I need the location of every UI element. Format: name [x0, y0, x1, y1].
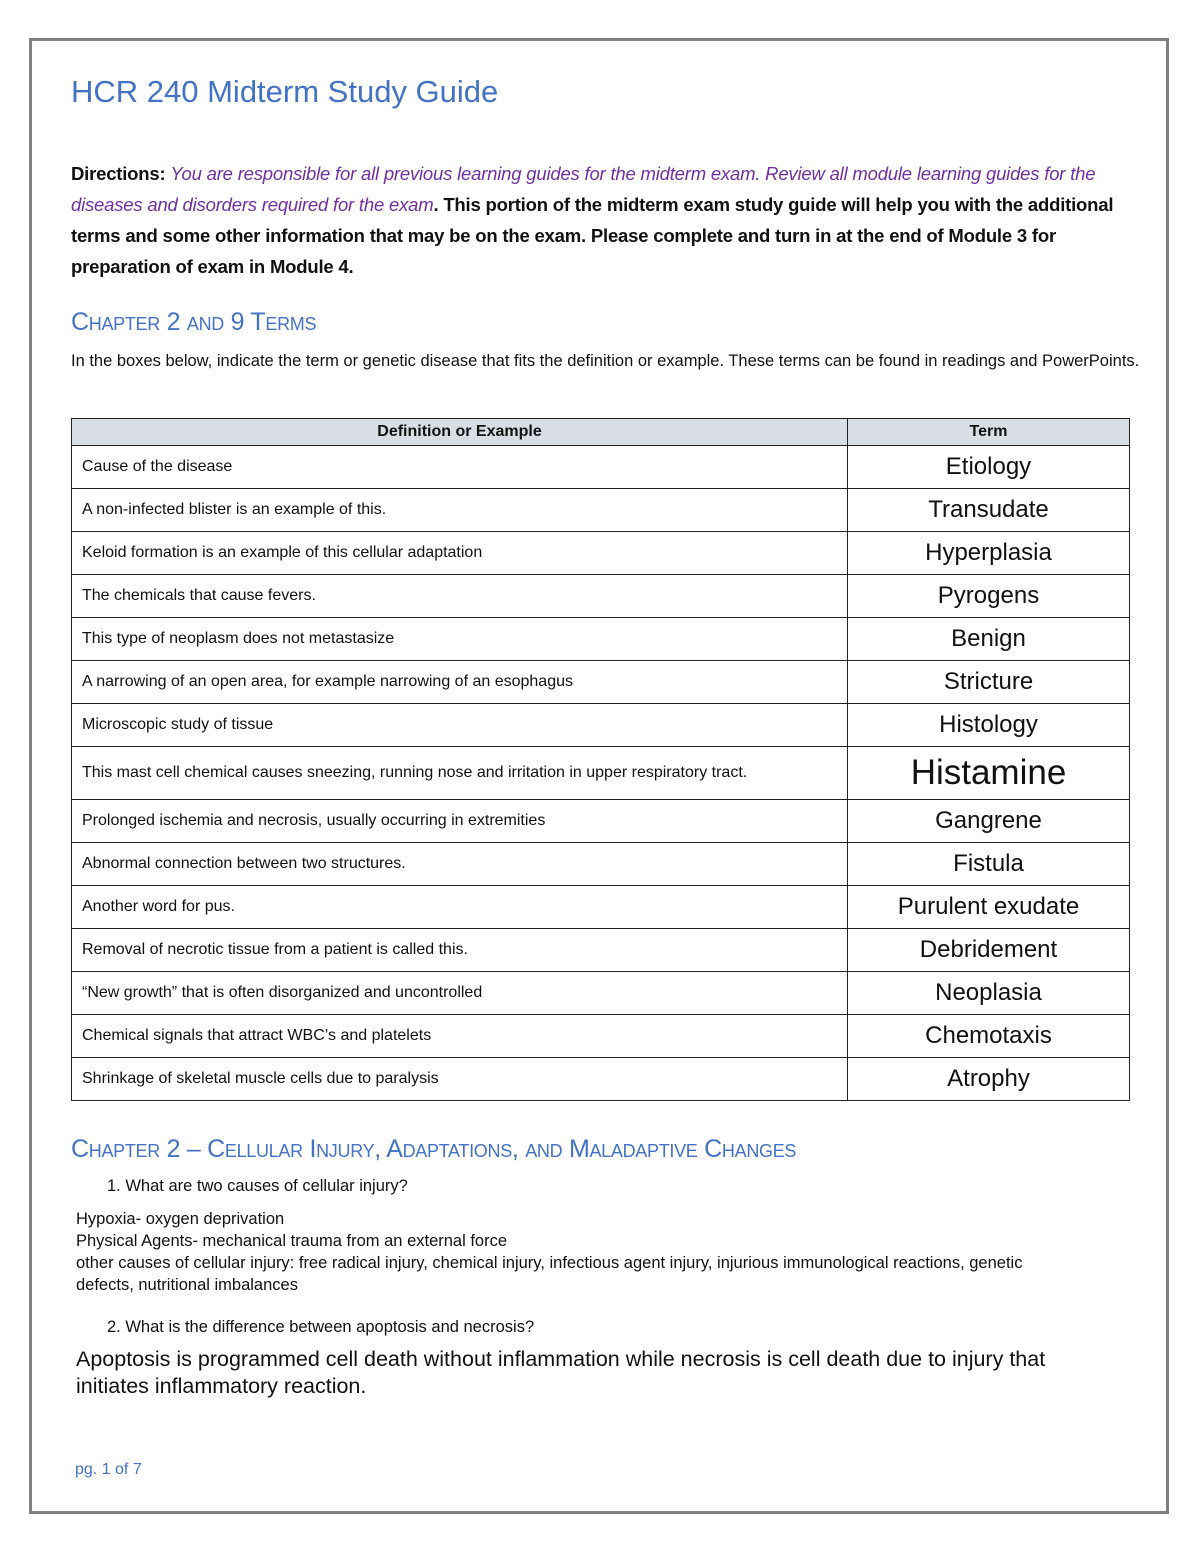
answer-1-line: Hypoxia- oxygen deprivation	[76, 1210, 285, 1228]
table-row	[72, 446, 1130, 489]
definition-cell: Chemical signals that attract WBC’s and platelets	[72, 1015, 848, 1058]
term-cell[interactable]: Neoplasia	[848, 972, 1130, 1015]
answer-1-line: other causes of cellular injury: free radical injury, chemical injury, infectious agent injury, injurious immunological reactions, genetic defects, nutritional imbalances	[76, 1254, 1023, 1294]
definition-cell: Shrinkage of skeletal muscle cells due to paralysis	[72, 1058, 848, 1101]
directions-italic: You are responsible for all previous learning guides for the midterm exam. Review all module learning guides for the diseases and disorders required for the exam	[71, 163, 1096, 215]
question-2: 2. What is the difference between apoptosis and necrosis?	[107, 1318, 535, 1336]
table-row	[72, 489, 1130, 532]
directions-text: . This portion of the midterm exam study guide will help you with the additional terms and some other information that may be on the exam. Please complete and turn in at the end of Module 3 for preparation of exam in Module 4.	[71, 194, 1114, 277]
table-row	[72, 747, 1130, 800]
table-row	[72, 575, 1130, 618]
table-row	[72, 532, 1130, 575]
definition-cell: Cause of the disease	[72, 446, 848, 489]
table-row	[72, 1058, 1130, 1101]
page-number: pg. 1 of 7	[75, 1461, 142, 1478]
term-cell[interactable]: Etiology	[848, 446, 1130, 489]
terms-table	[71, 418, 1130, 1101]
term-cell[interactable]: Stricture	[848, 661, 1130, 704]
term-cell[interactable]: Benign	[848, 618, 1130, 661]
definition-cell: A narrowing of an open area, for example narrowing of an esophagus	[72, 661, 848, 704]
table-row	[72, 661, 1130, 704]
directions-label: Directions:	[71, 163, 166, 184]
table-row	[72, 929, 1130, 972]
definition-cell: Removal of necrotic tissue from a patient is called this.	[72, 929, 848, 972]
section-heading-chapter2: Chapter 2 – Cellular Injury, Adaptations, and Maladaptive Changes	[71, 1135, 797, 1163]
definition-cell: Microscopic study of tissue	[72, 704, 848, 747]
table-row	[72, 618, 1130, 661]
definition-cell: This type of neoplasm does not metastasize	[72, 618, 848, 661]
definition-cell: Prolonged ischemia and necrosis, usually occurring in extremities	[72, 800, 848, 843]
table-row	[72, 972, 1130, 1015]
definition-cell: Keloid formation is an example of this cellular adaptation	[72, 532, 848, 575]
answer-1	[76, 1208, 1076, 1296]
table-row	[72, 843, 1130, 886]
definition-cell: Abnormal connection between two structures.	[72, 843, 848, 886]
table-row	[72, 1015, 1130, 1058]
term-cell[interactable]: Histamine	[848, 747, 1130, 800]
section-heading-terms: Chapter 2 and 9 Terms	[71, 308, 317, 336]
page-title: HCR 240 Midterm Study Guide	[71, 74, 499, 109]
header-term: Term	[848, 419, 1130, 446]
term-cell[interactable]: Debridement	[848, 929, 1130, 972]
term-cell[interactable]: Histology	[848, 704, 1130, 747]
term-cell[interactable]: Purulent exudate	[848, 886, 1130, 929]
table-row	[72, 704, 1130, 747]
definition-cell: A non-infected blister is an example of this.	[72, 489, 848, 532]
definition-cell: “New growth” that is often disorganized and uncontrolled	[72, 972, 848, 1015]
header-definition: Definition or Example	[72, 419, 848, 446]
term-cell[interactable]: Pyrogens	[848, 575, 1130, 618]
definition-cell: Another word for pus.	[72, 886, 848, 929]
directions	[71, 158, 1131, 282]
definition-cell: The chemicals that cause fevers.	[72, 575, 848, 618]
term-cell[interactable]: Atrophy	[848, 1058, 1130, 1101]
term-cell[interactable]: Chemotaxis	[848, 1015, 1130, 1058]
term-cell[interactable]: Hyperplasia	[848, 532, 1130, 575]
definition-cell: This mast cell chemical causes sneezing, running nose and irritation in upper respiratory tract.	[72, 747, 848, 800]
terms-intro: In the boxes below, indicate the term or genetic disease that fits the definition or example. These terms can be found in readings and PowerPoints.	[71, 352, 1140, 370]
term-cell[interactable]: Fistula	[848, 843, 1130, 886]
term-cell[interactable]: Gangrene	[848, 800, 1130, 843]
term-cell[interactable]: Transudate	[848, 489, 1130, 532]
answer-1-line: Physical Agents- mechanical trauma from an external force	[76, 1232, 508, 1250]
answer-2: Apoptosis is programmed cell death without inflammation while necrosis is cell death due to injury that initiates inflammatory reaction.	[76, 1347, 1046, 1398]
question-1: 1. What are two causes of cellular injury?	[107, 1177, 408, 1195]
table-row	[72, 886, 1130, 929]
table-row	[72, 800, 1130, 843]
